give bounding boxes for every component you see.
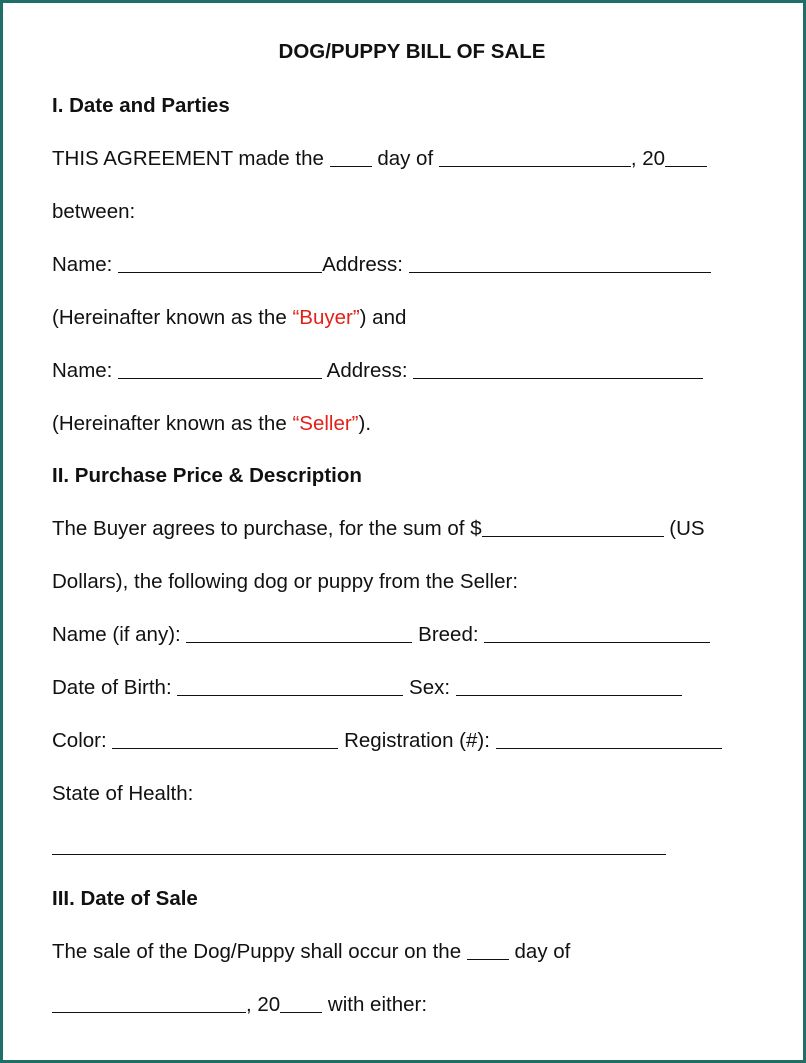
buyer-address-label: Address:	[322, 253, 403, 276]
sale-date-line	[52, 939, 570, 965]
sale-prefix: The sale of the Dog/Puppy shall occur on the	[52, 940, 462, 963]
purchase-amount-blank[interactable]	[482, 535, 664, 537]
seller-address-blank[interactable]	[413, 377, 703, 379]
with-either: with either:	[327, 993, 428, 1016]
purchase-sum-line	[52, 516, 705, 542]
seller-known-suffix: ).	[358, 412, 372, 435]
seller-known-prefix: (Hereinafter known as the	[52, 412, 287, 435]
breed-label: Breed:	[418, 623, 479, 646]
buyer-name-label: Name:	[52, 253, 113, 276]
color-label: Color:	[52, 729, 107, 752]
buyer-name-blank[interactable]	[118, 271, 322, 273]
dob-sex-line	[52, 675, 682, 701]
seller-name-label: Name:	[52, 359, 113, 382]
seller-known-as-line	[52, 411, 371, 437]
sale-year-line	[52, 992, 427, 1018]
sale-year-blank[interactable]	[280, 1011, 322, 1013]
agreement-month-blank[interactable]	[439, 165, 631, 167]
health-label-line: State of Health:	[52, 782, 194, 805]
agreement-year-prefix: , 20	[630, 147, 666, 170]
agreement-day-blank[interactable]	[330, 165, 372, 167]
sale-day-of: day of	[514, 940, 571, 963]
color-registration-line	[52, 728, 722, 754]
purchase-suffix: (US	[669, 517, 705, 540]
sale-day-blank[interactable]	[467, 958, 509, 960]
agreement-date-line	[52, 146, 707, 172]
purchase-description-line: Dollars), the following dog or puppy from the Seller:	[52, 570, 519, 593]
seller-name-blank[interactable]	[118, 377, 322, 379]
buyer-known-suffix: ) and	[359, 306, 407, 329]
health-blank-line	[52, 834, 666, 860]
purchase-prefix: The Buyer agrees to purchase, for the sum of $	[52, 517, 482, 540]
seller-term: “Seller”	[292, 412, 359, 435]
seller-name-address-line	[52, 358, 703, 384]
sale-month-blank[interactable]	[52, 1011, 246, 1013]
dob-label: Date of Birth:	[52, 676, 172, 699]
dog-name-breed-line	[52, 622, 710, 648]
health-blank[interactable]	[52, 853, 666, 855]
dog-name-blank[interactable]	[186, 641, 412, 643]
buyer-known-prefix: (Hereinafter known as the	[52, 306, 287, 329]
color-blank[interactable]	[112, 747, 338, 749]
registration-label: Registration (#):	[344, 729, 490, 752]
agreement-prefix: THIS AGREEMENT made the	[52, 147, 324, 170]
buyer-term: “Buyer”	[292, 306, 360, 329]
buyer-address-blank[interactable]	[409, 271, 711, 273]
section-2-heading: II. Purchase Price & Description	[52, 464, 362, 487]
between-line: between:	[52, 200, 136, 223]
buyer-known-as-line	[52, 305, 406, 331]
agreement-day-of: day of	[377, 147, 434, 170]
dog-name-label: Name (if any):	[52, 623, 181, 646]
dob-blank[interactable]	[177, 694, 403, 696]
agreement-year-blank[interactable]	[665, 165, 707, 167]
sex-label: Sex:	[409, 676, 451, 699]
section-1-heading: I. Date and Parties	[52, 94, 230, 117]
document-title: DOG/PUPPY BILL OF SALE	[278, 40, 546, 63]
sale-year-prefix: , 20	[246, 993, 281, 1016]
seller-address-label: Address:	[326, 359, 408, 382]
buyer-name-address-line	[52, 252, 711, 278]
section-3-heading: III. Date of Sale	[52, 887, 198, 910]
registration-blank[interactable]	[496, 747, 722, 749]
breed-blank[interactable]	[484, 641, 710, 643]
sex-blank[interactable]	[456, 694, 682, 696]
